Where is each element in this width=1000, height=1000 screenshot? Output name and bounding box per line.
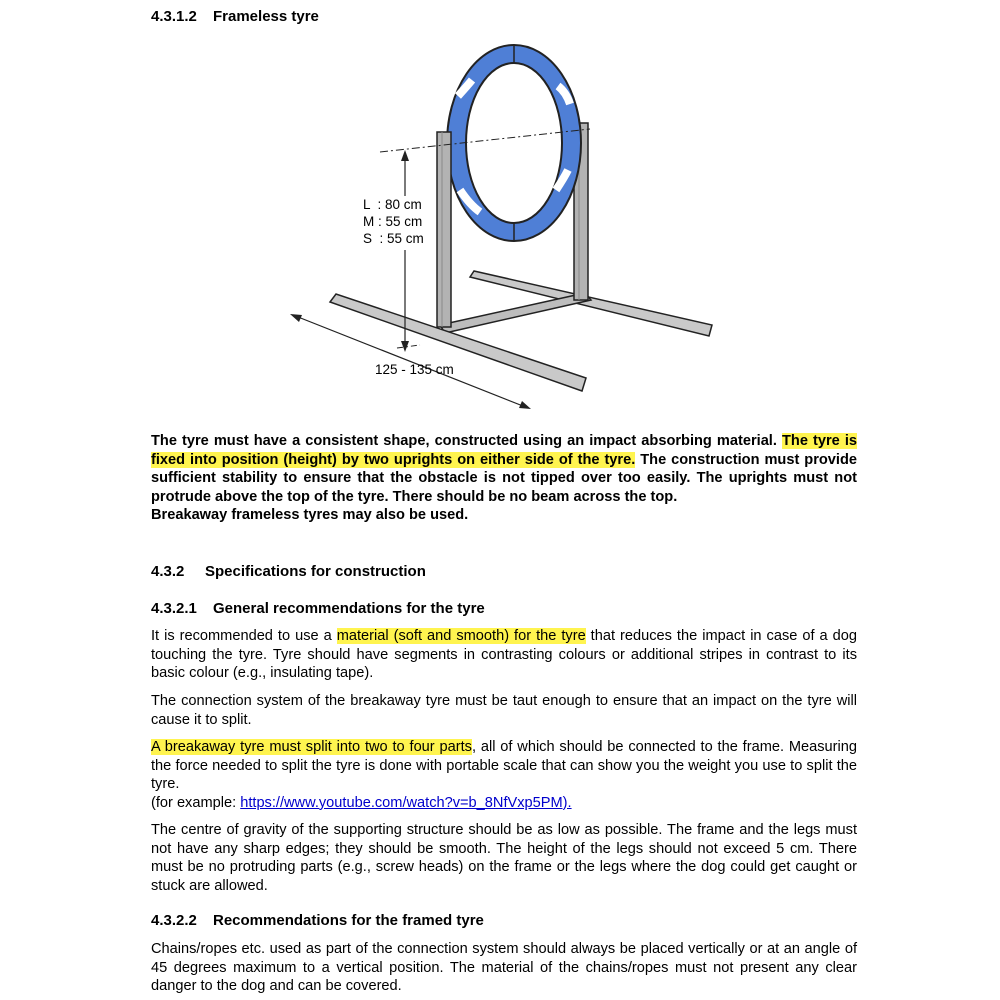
- intro-sentence-4: Breakaway frameless tyres may also be used.: [151, 507, 469, 524]
- material-text-a: It is recommended to use a: [151, 628, 337, 644]
- ground-reference-line: [397, 345, 420, 348]
- height-label-medium: M : 55 cm: [363, 214, 423, 229]
- example-prefix: (for example:: [151, 794, 241, 811]
- breakaway-paragraph: [151, 738, 857, 812]
- section-number: 4.3.1.2: [151, 8, 197, 25]
- connection-paragraph: The connection system of the breakaway tyre must be taut enough to ensure that an impact on the tyre will cause it to split.: [151, 693, 857, 728]
- height-label-small: S : 55 cm: [363, 231, 424, 246]
- right-foot: [470, 271, 712, 336]
- section-title: Specifications for construction: [205, 563, 426, 580]
- height-label-large: L : 80 cm: [363, 197, 422, 212]
- youtube-link[interactable]: https://www.youtube.com/watch?v=b_8NfVxp5PM).: [240, 794, 572, 811]
- intro-sentence-1: The tyre must have a consistent shape, constructed using an impact absorbing material.: [151, 433, 777, 449]
- framed-tyre-paragraph: Chains/ropes etc. used as part of the connection system should always be placed vertically or at an angle of 45 degrees maximum to a vertical position. The material of the chains/ropes must not present any clear danger to the dog and can be covered.: [151, 941, 857, 995]
- section-number: 4.3.2: [151, 563, 185, 580]
- gravity-paragraph: The centre of gravity of the supporting structure should be as low as possible. The frame and the legs must not have any sharp edges; they should be smooth. The height of the legs should not exceed 5 cm. There must be no protruding parts (e.g., screw heads) on the frame or the legs where the dog could get caught or stuck are allowed.: [151, 822, 857, 894]
- section-heading-4-3-2-1: [151, 600, 485, 617]
- material-text-b: that reduces the impact in case of a dog touching the tyre. Tyre should have segments in contrasting colours or additional stripes in contrast to its basic colour (e.g., insulating tape).: [151, 628, 857, 682]
- left-upright: [437, 132, 451, 327]
- frameless-tyre-diagram: [285, 40, 725, 415]
- breakaway-highlight: A breakaway tyre must split into two to four parts: [151, 739, 472, 755]
- base-beam: [440, 293, 591, 333]
- section-title: General recommendations for the tyre: [213, 600, 485, 617]
- section-heading-4-3-2: [151, 563, 426, 580]
- section-heading-4-3-1-2: [151, 8, 319, 25]
- section-heading-4-3-2-2: [151, 912, 484, 929]
- intro-highlight: The tyre is fixed into position (height) by two uprights on either side of the tyre.: [151, 433, 857, 468]
- width-label: 125 - 135 cm: [375, 362, 454, 377]
- breakaway-text: , all of which should be connected to the frame. Measuring the force needed to split the tyre is done with portable scale that can show you the weight you use to split the tyre.: [151, 739, 857, 793]
- material-highlight: material (soft and smooth) for the tyre: [336, 628, 586, 644]
- material-paragraph: [151, 627, 857, 683]
- section-number: 4.3.2.1: [151, 600, 197, 617]
- section-title: Recommendations for the framed tyre: [213, 912, 484, 929]
- tyre: [447, 45, 581, 241]
- section-title: Frameless tyre: [213, 8, 319, 25]
- intro-sentence-3: The construction must provide sufficient stability to ensure that the obstacle is not tipped over too easily. The uprights must not protrude above the top of the tyre. There should be no beam across the top.: [151, 451, 857, 505]
- intro-paragraph: [151, 432, 857, 525]
- section-number: 4.3.2.2: [151, 912, 197, 929]
